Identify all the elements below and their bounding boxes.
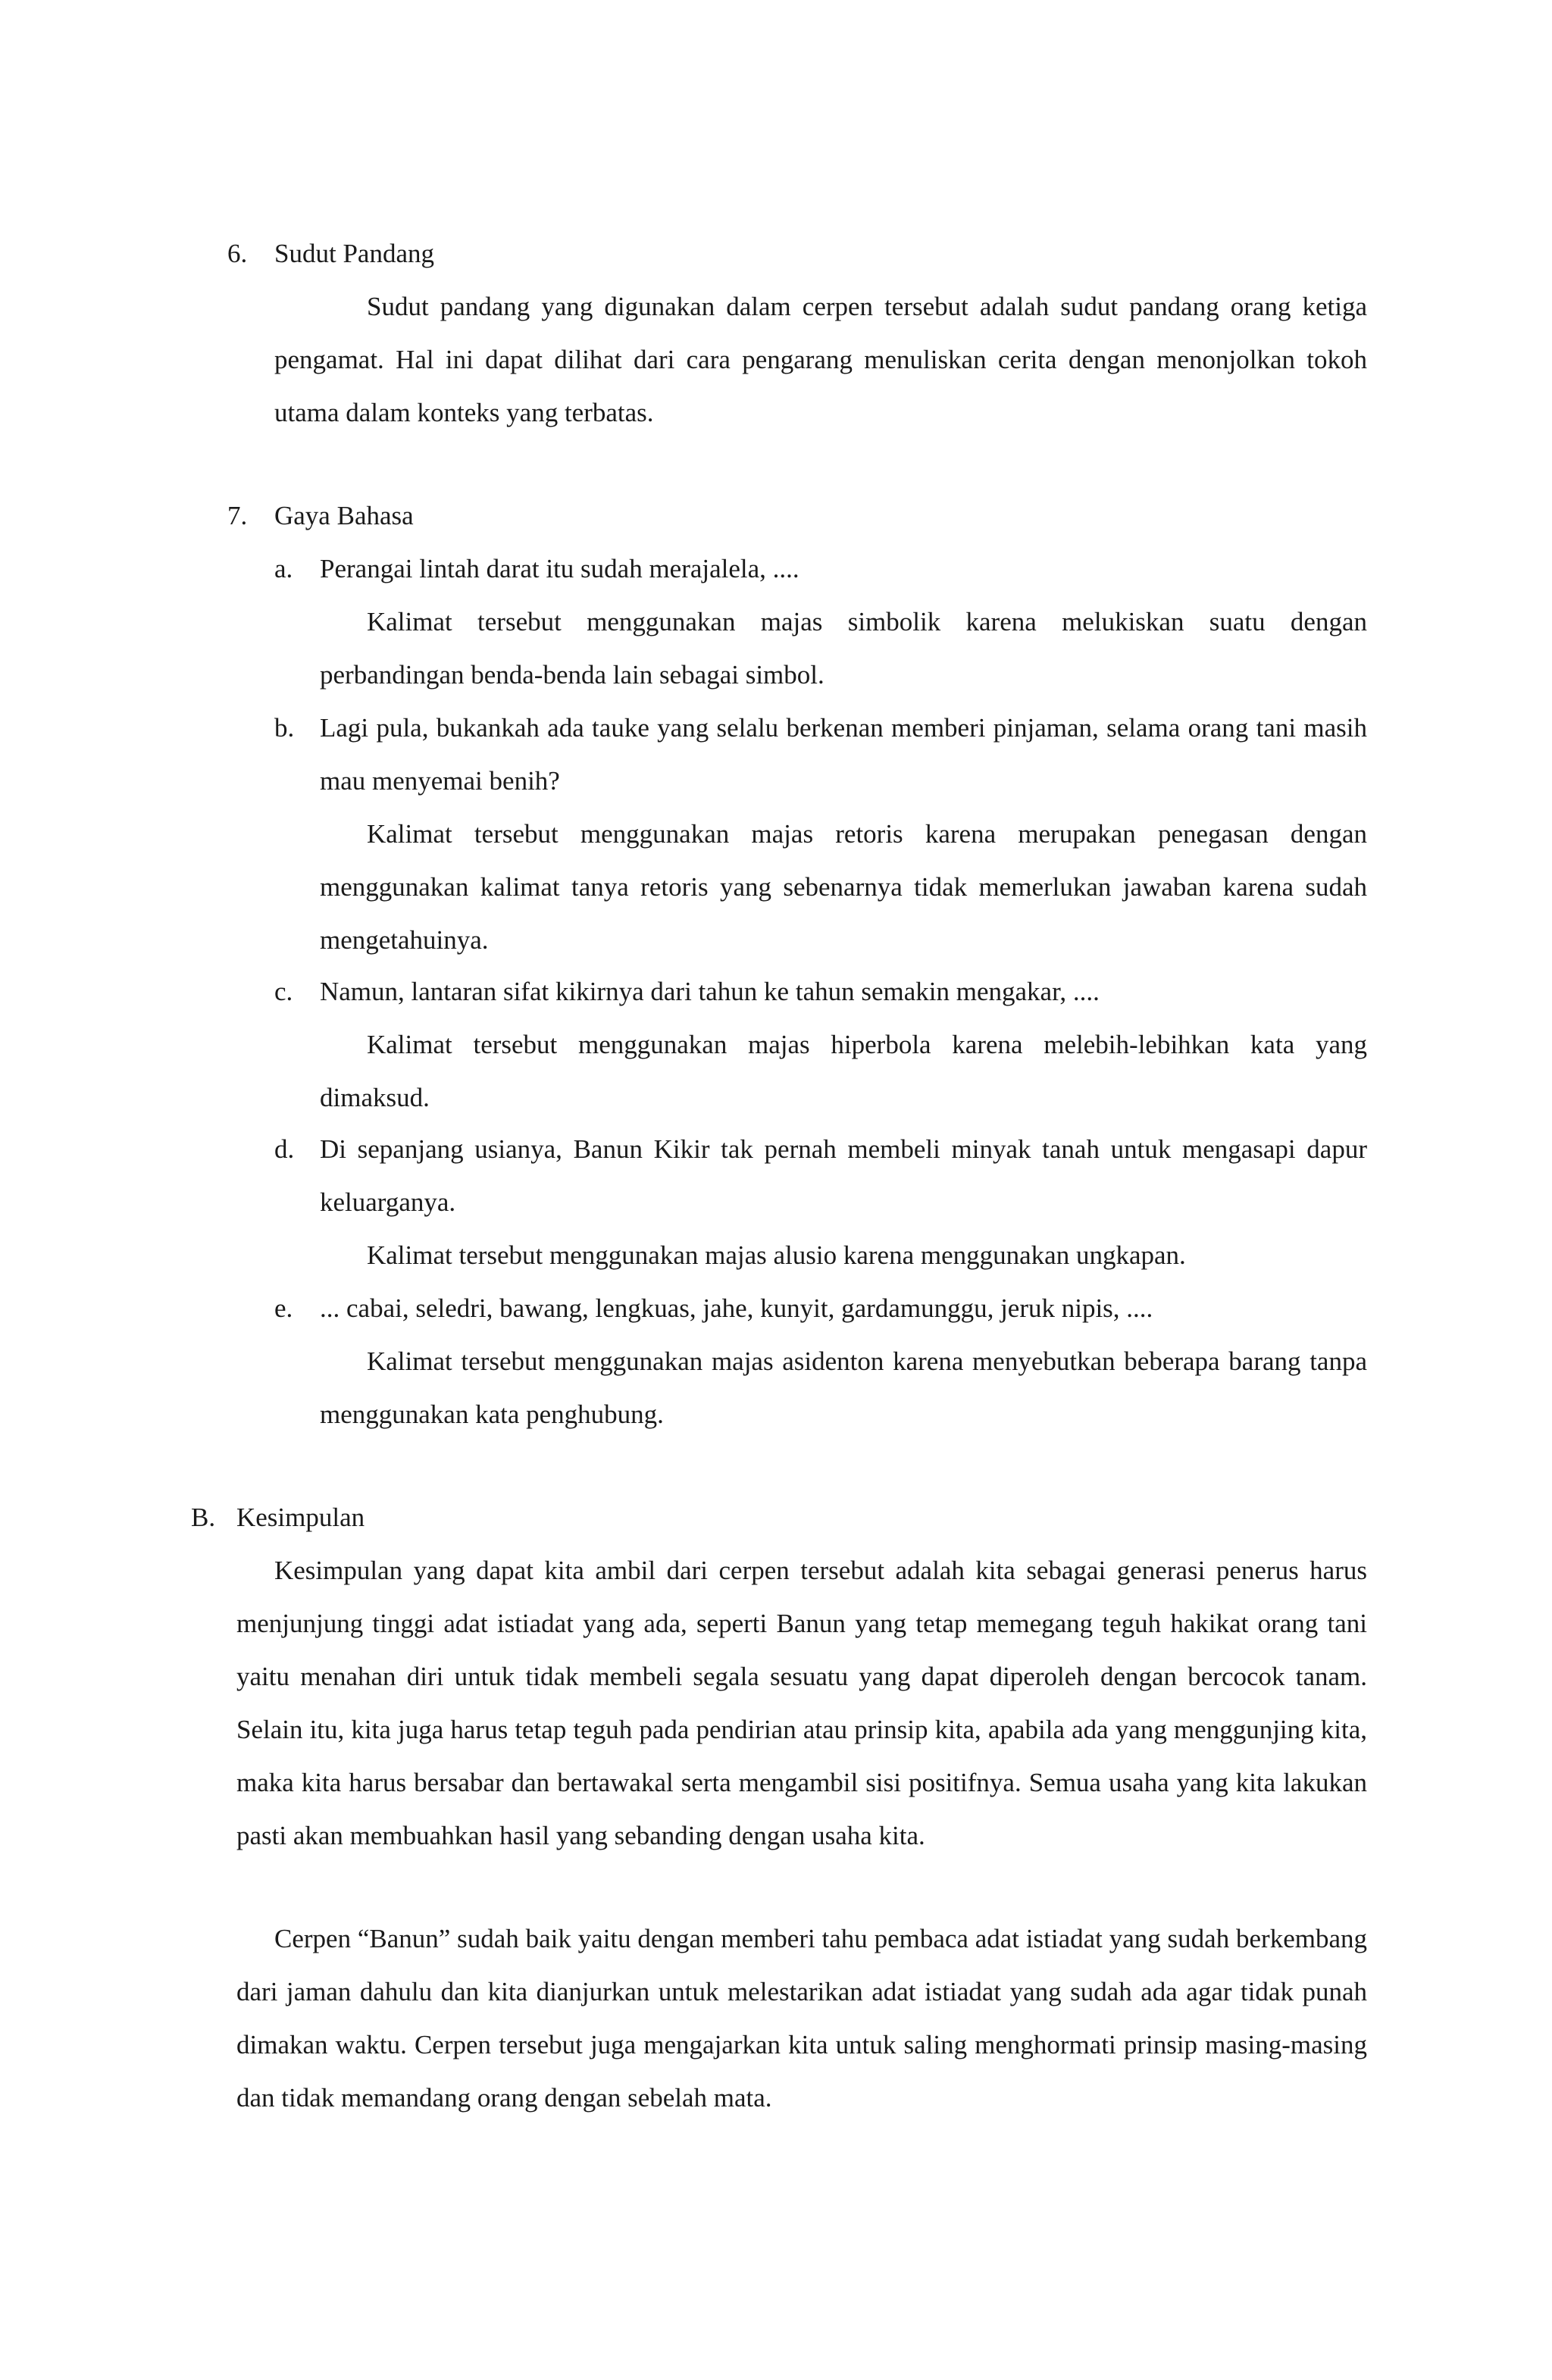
list-item-quote: Perangai lintah darat itu sudah merajalela, .... [320,554,799,583]
list-item-explanation: Kalimat tersebut menggunakan majas simbolik karena melukiskan suatu dengan perbandingan benda-benda lain sebagai simbol. [320,607,1367,690]
list-item-quote: Di sepanjang usianya, Banun Kikir tak pernah membeli minyak tanah untuk mengasapi dapur keluarganya. [320,1134,1367,1217]
section-6-number: 6. [227,239,248,268]
list-item-explanation: Kalimat tersebut menggunakan majas hiperbola karena melebih-lebihkan kata yang dimaksud. [320,1030,1367,1112]
list-item-letter: d. [274,1134,295,1164]
list-item-explanation: Kalimat tersebut menggunakan majas alusio karena menggunakan ungkapan. [367,1240,1186,1270]
section-7-number: 7. [227,501,248,530]
section-6-title: Sudut Pandang [274,239,434,268]
list-item-quote: ... cabai, seledri, bawang, lengkuas, jahe, kunyit, gardamunggu, jeruk nipis, .... [320,1293,1153,1323]
list-item-letter: b. [274,713,295,743]
section-7-title: Gaya Bahasa [274,501,414,530]
section-b-number: B. [191,1503,216,1532]
section-b-title: Kesimpulan [236,1503,365,1532]
section-6-paragraph: Sudut pandang yang digunakan dalam cerpen tersebut adalah sudut pandang orang ketiga pengamat. Hal ini dapat dilihat dari cara pengarang menuliskan cerita dengan menonjolkan tokoh utama dalam konteks yang terbatas. [274,292,1367,427]
list-item-quote: Lagi pula, bukankah ada tauke yang selalu berkenan memberi pinjaman, selama orang tani masih mau menyemai benih? [320,713,1367,796]
list-item-quote: Namun, lantaran sifat kikirnya dari tahun ke tahun semakin mengakar, .... [320,977,1100,1006]
conclusion-paragraph-2: Cerpen “Banun” sudah baik yaitu dengan memberi tahu pembaca adat istiadat yang sudah berkembang dari jaman dahulu dan kita dianjurkan untuk melestarikan adat istiadat yang sudah ada agar tidak punah dimakan waktu. Cerpen tersebut juga mengajarkan kita untuk saling menghormati prinsip masing-masing dan tidak memandang orang dengan sebelah mata. [236,1924,1367,2113]
list-item-explanation: Kalimat tersebut menggunakan majas asidenton karena menyebutkan beberapa barang tanpa menggunakan kata penghubung. [320,1346,1367,1429]
conclusion-paragraph-1: Kesimpulan yang dapat kita ambil dari cerpen tersebut adalah kita sebagai generasi penerus harus menjunjung tinggi adat istiadat yang ada, seperti Banun yang tetap memegang teguh hakikat orang tani yaitu menahan diri untuk tidak membeli segala sesuatu yang dapat diperoleh dengan bercocok tanam. Selain itu, kita juga harus tetap teguh pada pendirian atau prinsip kita, apabila ada yang menggunjing kita, maka kita harus bersabar dan bertawakal serta mengambil sisi positifnya. Semua usaha yang kita lakukan pasti akan membuahkan hasil yang sebanding dengan usaha kita. [236,1556,1367,1850]
list-item-letter: a. [274,554,293,583]
list-item-letter: c. [274,977,293,1006]
list-item-letter: e. [274,1293,293,1323]
list-item-explanation: Kalimat tersebut menggunakan majas retoris karena merupakan penegasan dengan menggunakan kalimat tanya retoris yang sebenarnya tidak memerlukan jawaban karena sudah mengetahuinya. [320,819,1367,955]
